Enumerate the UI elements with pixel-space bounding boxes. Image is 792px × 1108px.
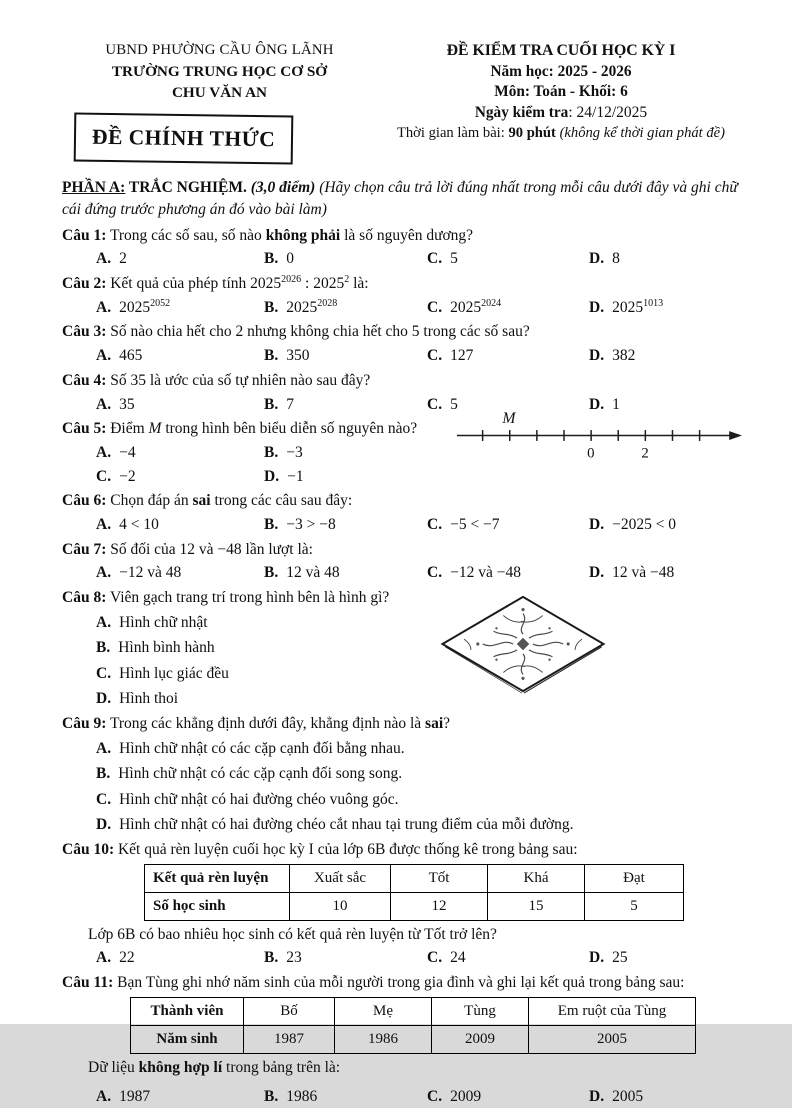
table-cell: 2005 xyxy=(529,1025,696,1053)
option-d: D. 1 xyxy=(589,395,620,413)
question-4 xyxy=(62,370,745,415)
school-name-line1: TRƯỜNG TRUNG HỌC CƠ SỞ xyxy=(111,62,328,80)
table-cell: Mẹ xyxy=(335,997,432,1025)
option-c: C. 2009 xyxy=(427,1088,482,1106)
question-1-text: Câu 1: Trong các số sau, số nào không phải là số nguyên dương? xyxy=(62,226,474,244)
option-c: C. −2 xyxy=(96,467,136,485)
question-11-options xyxy=(96,1086,745,1108)
subject-grade: Môn: Toán - Khối: 6 xyxy=(494,83,628,100)
option-a: A. −4 xyxy=(96,443,136,461)
table-row xyxy=(131,1025,696,1053)
option-d: D. $2025^{1013}$ xyxy=(589,297,664,316)
question-11-subquestion: Dữ liệu không hợp lí trong bảng trên là: xyxy=(88,1058,341,1076)
question-6-text: Câu 6: Chọn đáp án sai trong các câu sau đây: xyxy=(62,492,353,510)
table-cell: 15 xyxy=(488,892,585,920)
school-block xyxy=(62,40,377,163)
question-9-text: Câu 9: Trong các khẳng định dưới đây, khẳng định nào là sai? xyxy=(62,714,451,732)
table-cell: Năm sinh xyxy=(131,1025,244,1053)
question-3 xyxy=(62,321,745,366)
option-a: A. Hình chữ nhật có các cặp cạnh đối bằng nhau. xyxy=(96,740,405,758)
option-b: B. 23 xyxy=(264,949,302,967)
table-cell: Bố xyxy=(244,997,335,1025)
table-row xyxy=(145,892,684,920)
number-line-figure xyxy=(455,410,743,462)
question-2 xyxy=(62,273,745,318)
option-d: D. 25 xyxy=(589,949,628,967)
question-6 xyxy=(62,490,745,535)
option-c: C. Hình chữ nhật có hai đường chéo vuông góc. xyxy=(96,790,399,808)
option-a: A. 465 xyxy=(96,347,143,365)
option-d: D. 382 xyxy=(589,347,636,365)
option-a: A. 4 < 10 xyxy=(96,515,159,533)
option-b: B. 0 xyxy=(264,250,294,268)
option-c: C. 5 xyxy=(427,250,458,268)
table-cell: Em ruột của Tùng xyxy=(529,997,696,1025)
table-cell: 5 xyxy=(585,892,684,920)
question-8 xyxy=(62,587,745,709)
option-d: D. 2005 xyxy=(589,1088,644,1106)
option-a: A. 1987 xyxy=(96,1088,151,1106)
table-cell: Khá xyxy=(488,864,585,892)
question-10-options xyxy=(96,947,745,969)
option-d: D. 12 và −48 xyxy=(589,564,675,582)
table-cell: Số học sinh xyxy=(145,892,290,920)
question-2-options xyxy=(96,297,745,319)
question-7-text: Câu 7: Số đối của 12 và −48 lần lượt là: xyxy=(62,540,313,558)
question-10-text: Câu 10: Kết quả rèn luyện cuối học kỳ I của lớp 6B được thống kê trong bảng sau: xyxy=(62,840,578,858)
question-11 xyxy=(62,972,745,1108)
table-cell: Xuất sắc xyxy=(290,864,391,892)
option-c: C. Hình lục giác đều xyxy=(96,664,229,682)
table-cell: 12 xyxy=(391,892,488,920)
option-c: C. −5 < −7 xyxy=(427,515,500,533)
option-a: A. 35 xyxy=(96,395,135,413)
question-9 xyxy=(62,713,745,835)
option-b: B. 1986 xyxy=(264,1088,318,1106)
exam-info-block xyxy=(377,40,745,144)
table-cell: Thành viên xyxy=(131,997,244,1025)
header xyxy=(62,40,745,163)
table-cell: 1986 xyxy=(335,1025,432,1053)
option-b: B. 350 xyxy=(264,347,310,365)
exam-duration: Thời gian làm bài: 90 phút (không kể thời gian phát đề) xyxy=(396,125,726,141)
exam-date: Ngày kiểm tra: 24/12/2025 xyxy=(474,103,648,121)
table-cell: Tốt xyxy=(391,864,488,892)
table-cell: 10 xyxy=(290,892,391,920)
question-10-subquestion: Lớp 6B có bao nhiêu học sinh có kết quả rèn luyện từ Tốt trở lên? xyxy=(88,925,497,943)
option-b: B. −3 xyxy=(264,443,303,461)
table-row xyxy=(131,997,696,1025)
question-8-options xyxy=(96,612,745,709)
option-d: D. −1 xyxy=(264,467,304,485)
table-cell: Đạt xyxy=(585,864,684,892)
table-cell: Kết quả rèn luyện xyxy=(145,864,290,892)
school-year: Năm học: 2025 - 2026 xyxy=(490,62,632,80)
option-d: D. Hình thoi xyxy=(96,689,179,707)
question-5-text: Câu 5: Điểm M trong hình bên biểu diễn số nguyên nào? xyxy=(62,420,418,438)
option-c: C. 127 xyxy=(427,347,474,365)
table-cell: Tùng xyxy=(432,997,529,1025)
question-8-text: Câu 8: Viên gạch trang trí trong hình bên là hình gì? xyxy=(62,589,390,607)
question-3-options xyxy=(96,345,745,367)
question-6-options xyxy=(96,514,745,536)
option-d: D. −2025 < 0 xyxy=(589,515,677,533)
table-cell: 2009 xyxy=(432,1025,529,1053)
question-5-options xyxy=(96,442,436,487)
tick-label-0: 0 xyxy=(587,445,595,462)
option-b: B. −3 > −8 xyxy=(264,515,336,533)
q10-table xyxy=(144,864,684,921)
question-2-text: Câu 2: Kết quả của phép tính $2025^{2026}$ : 2025$^2$ là: xyxy=(62,273,369,293)
option-a: A. −12 và 48 xyxy=(96,564,182,582)
option-c: C. $2025^{2024}$ xyxy=(427,297,502,316)
question-11-text: Câu 11: Bạn Tùng ghi nhớ năm sinh của mỗi người trong gia đình và ghi lại kết quả trong bảng sau: xyxy=(62,973,685,991)
question-1 xyxy=(62,225,745,270)
option-b: B. $2025^{2028}$ xyxy=(264,297,338,316)
official-exam-stamp: ĐỀ CHÍNH THỨC xyxy=(74,113,294,165)
question-5 xyxy=(62,410,745,487)
question-3-text: Câu 3: Số nào chia hết cho 2 nhưng không chia hết cho 5 trong các số sau? xyxy=(62,323,530,341)
question-7 xyxy=(62,539,745,584)
option-b: B. Hình bình hành xyxy=(96,639,215,657)
option-d: D. 8 xyxy=(589,250,620,268)
table-cell: 1987 xyxy=(244,1025,335,1053)
option-a: A. $2025^{2052}$ xyxy=(96,297,171,316)
option-a: A. Hình chữ nhật xyxy=(96,614,208,632)
school-name-line2: CHU VĂN AN xyxy=(171,83,268,101)
option-a: A. 22 xyxy=(96,949,135,967)
q11-table xyxy=(130,997,696,1054)
option-d: D. Hình chữ nhật có hai đường chéo cắt nhau tại trung điểm của mỗi đường. xyxy=(96,815,574,833)
tile-figure xyxy=(434,589,612,699)
exam-title: ĐỀ KIỂM TRA CUỐI HỌC KỲ I xyxy=(446,42,676,59)
school-authority: UBND PHƯỜNG CẦU ÔNG LÃNH xyxy=(105,42,334,58)
question-9-options xyxy=(96,738,745,835)
option-c: C. −12 và −48 xyxy=(427,564,521,582)
option-b: B. Hình chữ nhật có các cặp cạnh đối song song. xyxy=(96,765,403,783)
question-7-options xyxy=(96,562,745,584)
option-c: C. 5 xyxy=(427,395,458,413)
question-4-text: Câu 4: Số 35 là ước của số tự nhiên nào sau đây? xyxy=(62,371,371,389)
point-m-label: M xyxy=(502,410,516,428)
table-row xyxy=(145,864,684,892)
tick-label-2: 2 xyxy=(641,445,649,462)
question-1-options xyxy=(96,248,745,270)
option-c: C. 24 xyxy=(427,949,466,967)
option-b: B. 12 và 48 xyxy=(264,564,340,582)
section-a-heading: PHẦN A: TRẮC NGHIỆM. (3,0 điểm) (Hãy chọn câu trả lời đúng nhất trong mỗi câu dưới đây và ghi chữ cái đứng trước phương án đó vào bài làm) xyxy=(62,179,738,219)
option-b: B. 7 xyxy=(264,395,294,413)
question-10 xyxy=(62,839,745,969)
option-a: A. 2 xyxy=(96,250,127,268)
